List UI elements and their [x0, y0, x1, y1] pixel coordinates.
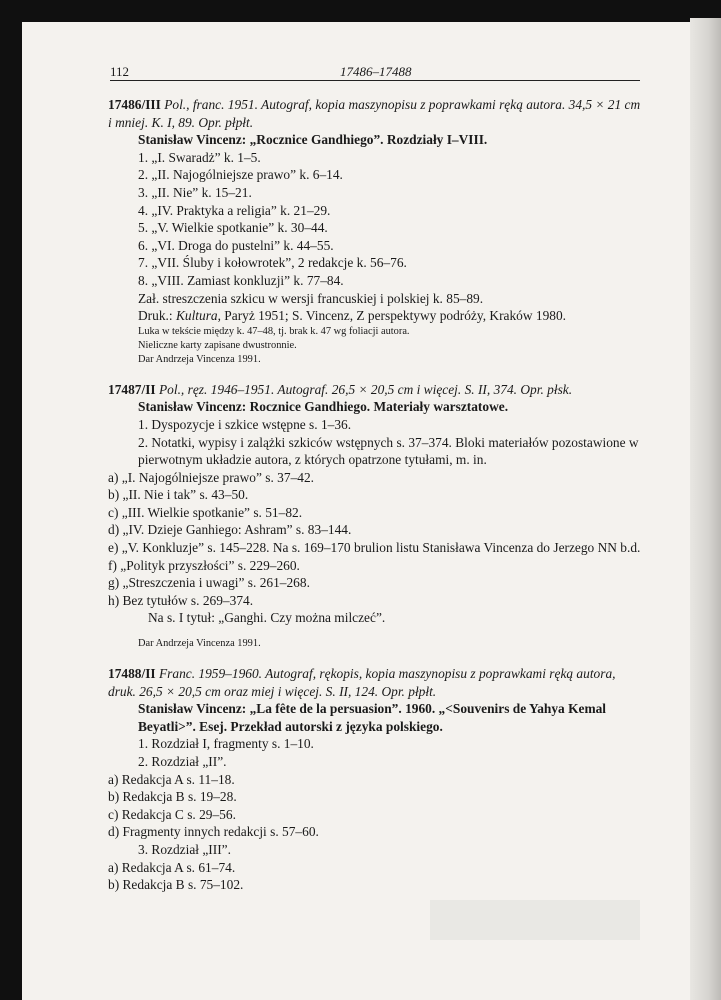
catalog-content — [108, 96, 646, 894]
small-note: Nieliczne karty zapisane dwustronnie. — [138, 339, 297, 351]
list-item: 3. Rozdział „III”. — [138, 841, 231, 857]
entry-17486-body — [138, 131, 646, 325]
list-item: 2. Rozdział „II”. — [138, 754, 227, 769]
list-item: 1. Rozdział I, fragmenty s. 1–10. — [138, 736, 314, 752]
list-item: f) „Polityk przyszłości” s. 229–260. — [108, 557, 300, 573]
small-note: Luka w tekście między k. 47–48, tj. brak k. 47 wg foliacji autora. — [138, 325, 410, 337]
entry-title: Stanisław Vincenz: „Rocznice Gandhiego”. Rozdziały I–VIII. — [138, 132, 488, 148]
list-item: b) „II. Nie i tak” s. 43–50. — [108, 487, 249, 503]
list-item: g) „Streszczenia i uwagi” s. 261–268. — [108, 575, 310, 591]
list-item: 1. „I. Swaradż” k. 1–5. — [138, 149, 261, 165]
list-item: d) Fragmenty innych redakcji s. 57–60. — [108, 824, 319, 840]
entry-17486-desc: 17486/III Pol., franc. 1951. Autograf, kopia maszynopisu z poprawkami ręką autora. 34,5 × 21 cm i mniej. K. I, 89. Opr. płpłt. — [108, 97, 641, 130]
list-item: a) Redakcja A s. 11–18. — [108, 771, 235, 787]
attachment-note: Zał. streszczenia szkicu w wersji francuskiej i polskiej k. 85–89. — [138, 290, 484, 306]
list-item: 8. „VIII. Zamiast konkluzji” k. 77–84. — [138, 272, 344, 288]
entry-title: Stanisław Vincenz: Rocznice Gandhiego. Materiały warsztatowe. — [138, 399, 509, 415]
list-item: b) Redakcja B s. 19–28. — [108, 789, 237, 805]
page-number: 112 — [110, 64, 130, 79]
list-item: 7. „VII. Śluby i kołowrotek”, 2 redakcje k. 56–76. — [138, 255, 407, 271]
small-note: Dar Andrzeja Vincenza 1991. — [138, 353, 261, 365]
list-note: Na s. I tytuł: „Ganghi. Czy można milczeć”. — [148, 610, 386, 626]
list-item: h) Bez tytułów s. 269–374. — [108, 592, 254, 608]
list-item: 1. Dyspozycje i szkice wstępne s. 1–36. — [138, 416, 352, 432]
page-edge — [690, 18, 721, 1000]
entry-title: Stanisław Vincenz: „La fête de la persuasion”. 1960. „<Souvenirs de Yahya Kemal Beyatli>”. Esej. Przekład autorski z języka polskiego. — [138, 701, 607, 734]
list-item: 4. „IV. Praktyka a religia” k. 21–29. — [138, 202, 331, 218]
list-item: d) „IV. Dzieje Ganhiego: Ashram” s. 83–144. — [108, 522, 352, 538]
list-item: 6. „VI. Droga do pustelni” k. 44–55. — [138, 237, 334, 253]
list-item: c) Redakcja C s. 29–56. — [108, 806, 236, 822]
entry-17487-desc: 17487/II Pol., ręz. 1946–1951. Autograf. 26,5 × 20,5 cm i więcej. S. II, 374. Opr. płsk. — [108, 381, 573, 397]
print-note: Druk.: Kultura, Paryż 1951; S. Vincenz, Z perspektywy podróży, Kraków 1980. — [138, 308, 567, 324]
list-item: 2. Notatki, wypisy i zalążki szkiców wstępnych s. 37–374. Bloki materiałów pozostawione w pierwotnym układzie autora, z których opatrzone tytułami, m. in. — [138, 434, 639, 468]
list-item: 3. „II. Nie” k. 15–21. — [138, 184, 252, 200]
small-note: Dar Andrzeja Vincenza 1991. — [138, 638, 261, 650]
list-item: 5. „V. Wielkie spotkanie” k. 30–44. — [138, 220, 328, 236]
list-item: 2. „II. Najogólniejsze prawo” k. 6–14. — [138, 167, 343, 183]
entry-17488-desc: 17488/II Franc. 1959–1960. Autograf, rękopis, kopia maszynopisu z poprawkami ręką autora, druk. 26,5 × 20,5 cm oraz miej i więcej. S. II, 124. Opr. płpłt. — [108, 666, 616, 699]
bleed-through — [430, 900, 640, 940]
list-item: c) „III. Wielkie spotkanie” s. 51–82. — [108, 504, 303, 520]
list-item: b) Redakcja B s. 75–102. — [108, 877, 244, 893]
running-header — [110, 62, 640, 81]
running-title: 17486–17488 — [340, 64, 412, 79]
list-item: e) „V. Konkluzje” s. 145–228. Na s. 169–170 brulion listu Stanisława Vincenza do Jerzego NN b.d. — [108, 540, 641, 556]
list-item: a) Redakcja A s. 61–74. — [108, 859, 236, 875]
list-item: a) „I. Najogólniejsze prawo” s. 37–42. — [108, 469, 314, 485]
